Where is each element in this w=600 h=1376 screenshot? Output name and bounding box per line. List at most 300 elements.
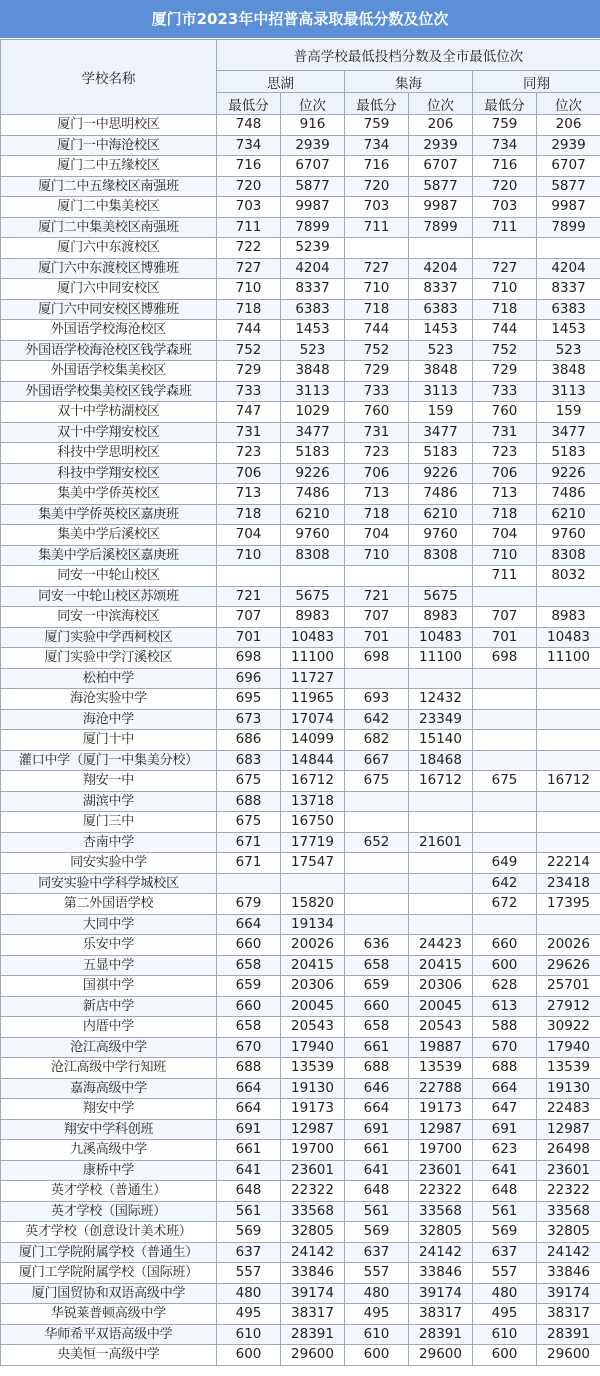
school-name-cell: 集美中学后溪校区 [1, 525, 217, 546]
school-name-cell: 国祺中学 [1, 976, 217, 997]
siming-huli-rank-cell: 6210 [281, 504, 345, 525]
siming-huli-rank-cell: 6707 [281, 156, 345, 177]
tongan-xiangan-rank-cell: 6383 [537, 299, 600, 320]
school-name-cell: 灌口中学（厦门一中集美分校） [1, 750, 217, 771]
siming-huli-rank-cell: 7899 [281, 217, 345, 238]
siming-huli-rank-cell [281, 566, 345, 587]
school-name-cell: 外国语学校集美校区 [1, 361, 217, 382]
tongan-xiangan-min-score-cell: 716 [473, 156, 537, 177]
jimei-haicang-rank-cell: 7899 [409, 217, 473, 238]
jimei-haicang-rank-cell: 20543 [409, 1017, 473, 1038]
tongan-xiangan-rank-cell: 22214 [537, 853, 600, 874]
siming-huli-min-score-cell: 561 [217, 1201, 281, 1222]
tongan-xiangan-rank-cell [537, 238, 600, 259]
jimei-haicang-rank-cell [409, 812, 473, 833]
school-name-cell: 康桥中学 [1, 1160, 217, 1181]
tongan-xiangan-min-score-cell: 707 [473, 607, 537, 628]
tongan-xiangan-rank-cell [537, 791, 600, 812]
jimei-haicang-rank-cell: 523 [409, 340, 473, 361]
jimei-haicang-rank-cell: 38317 [409, 1304, 473, 1325]
tongan-xiangan-min-score-cell: 688 [473, 1058, 537, 1079]
table-row [1, 1140, 600, 1161]
siming-huli-rank-cell: 11965 [281, 689, 345, 710]
siming-huli-min-score-cell: 495 [217, 1304, 281, 1325]
jimei-haicang-rank-cell: 1453 [409, 320, 473, 341]
jimei-haicang-min-score-cell: 561 [345, 1201, 409, 1222]
tongan-xiangan-rank-cell: 9987 [537, 197, 600, 218]
jimei-haicang-min-score-cell [345, 238, 409, 259]
jimei-haicang-rank-cell: 3113 [409, 381, 473, 402]
jimei-haicang-min-score-cell: 733 [345, 381, 409, 402]
jimei-haicang-min-score-cell: 703 [345, 197, 409, 218]
school-name-cell: 第二外国语学校 [1, 894, 217, 915]
tongan-xiangan-min-score-cell: 698 [473, 648, 537, 669]
siming-huli-min-score-cell: 711 [217, 217, 281, 238]
siming-huli-min-score-cell: 695 [217, 689, 281, 710]
jimei-haicang-min-score-cell: 727 [345, 258, 409, 279]
siming-huli-rank-cell: 916 [281, 115, 345, 136]
tongan-xiangan-min-score-cell [473, 238, 537, 259]
tongan-xiangan-rank-cell: 33846 [537, 1263, 600, 1284]
jimei-haicang-rank-cell: 39174 [409, 1283, 473, 1304]
jimei-haicang-rank-cell: 22788 [409, 1078, 473, 1099]
jimei-haicang-min-score-cell: 658 [345, 955, 409, 976]
tongan-xiangan-rank-cell [537, 832, 600, 853]
siming-huli-rank-cell: 16712 [281, 771, 345, 792]
siming-huli-rank-cell: 523 [281, 340, 345, 361]
tongan-xiangan-rank-cell [537, 812, 600, 833]
siming-huli-rank-cell: 5239 [281, 238, 345, 259]
school-name-cell: 华锐莱普顿高级中学 [1, 1304, 217, 1325]
jimei-haicang-rank-cell: 19173 [409, 1099, 473, 1120]
siming-huli-min-score-cell: 723 [217, 443, 281, 464]
jimei-haicang-rank-cell: 6210 [409, 504, 473, 525]
siming-huli-rank-cell: 19173 [281, 1099, 345, 1120]
siming-huli-rank-cell: 17719 [281, 832, 345, 853]
tongan-xiangan-rank-cell: 5183 [537, 443, 600, 464]
siming-huli-min-score-cell: 664 [217, 914, 281, 935]
tongan-xiangan-rank-cell: 9226 [537, 463, 600, 484]
jimei-haicang-rank-cell: 5675 [409, 586, 473, 607]
jimei-haicang-min-score-cell: 752 [345, 340, 409, 361]
jimei-haicang-min-score-cell [345, 791, 409, 812]
school-name-cell: 新店中学 [1, 996, 217, 1017]
jimei-haicang-rank-cell: 8308 [409, 545, 473, 566]
siming-huli-rank-cell: 3113 [281, 381, 345, 402]
jimei-haicang-min-score-cell: 480 [345, 1283, 409, 1304]
jimei-haicang-min-score-cell: 693 [345, 689, 409, 710]
jimei-haicang-min-score-cell: 652 [345, 832, 409, 853]
tongan-xiangan-min-score-cell: 711 [473, 217, 537, 238]
siming-huli-min-score-cell: 600 [217, 1345, 281, 1366]
tongan-xiangan-rank-cell: 11100 [537, 648, 600, 669]
table-row [1, 709, 600, 730]
table-row [1, 771, 600, 792]
tongan-xiangan-min-score-cell: 723 [473, 443, 537, 464]
siming-huli-min-score-cell: 707 [217, 607, 281, 628]
school-name-cell: 华师希平双语高级中学 [1, 1324, 217, 1345]
table-row [1, 812, 600, 833]
school-name-cell: 内厝中学 [1, 1017, 217, 1038]
rank-header: 位次 [281, 93, 345, 115]
table-row [1, 156, 600, 177]
jimei-haicang-min-score-cell: 691 [345, 1119, 409, 1140]
tongan-xiangan-rank-cell: 3113 [537, 381, 600, 402]
min-score-header: 最低分 [473, 93, 537, 115]
school-name-cell: 厦门二中集美校区 [1, 197, 217, 218]
tongan-xiangan-rank-cell: 24142 [537, 1242, 600, 1263]
siming-huli-min-score-cell: 720 [217, 176, 281, 197]
siming-huli-rank-cell: 12987 [281, 1119, 345, 1140]
jimei-haicang-rank-cell: 6707 [409, 156, 473, 177]
jimei-haicang-min-score-cell: 658 [345, 1017, 409, 1038]
school-name-cell: 大同中学 [1, 914, 217, 935]
school-name-cell: 厦门工学院附属学校（普通生） [1, 1242, 217, 1263]
school-name-cell: 沧江高级中学 [1, 1037, 217, 1058]
tongan-xiangan-min-score-cell [473, 668, 537, 689]
siming-huli-min-score-cell: 734 [217, 135, 281, 156]
siming-huli-min-score-cell: 710 [217, 279, 281, 300]
tongan-xiangan-rank-cell: 29600 [537, 1345, 600, 1366]
table-row [1, 586, 600, 607]
siming-huli-rank-cell: 9760 [281, 525, 345, 546]
siming-huli-min-score-cell: 752 [217, 340, 281, 361]
siming-huli-rank-cell: 19134 [281, 914, 345, 935]
table-row [1, 648, 600, 669]
tongan-xiangan-rank-cell: 8032 [537, 566, 600, 587]
tongan-xiangan-min-score-cell: 744 [473, 320, 537, 341]
school-name-cell: 同安一中轮山校区苏颂班 [1, 586, 217, 607]
school-name-cell: 厦门六中东渡校区 [1, 238, 217, 259]
tongan-xiangan-rank-cell: 13539 [537, 1058, 600, 1079]
school-name-cell: 厦门二中五缘校区南强班 [1, 176, 217, 197]
school-name-cell: 同安一中滨海校区 [1, 607, 217, 628]
table-row [1, 976, 600, 997]
school-name-cell: 科技中学翔安校区 [1, 463, 217, 484]
jimei-haicang-min-score-cell: 660 [345, 996, 409, 1017]
siming-huli-rank-cell: 14844 [281, 750, 345, 771]
jimei-haicang-rank-cell: 9226 [409, 463, 473, 484]
school-name-cell: 九溪高级中学 [1, 1140, 217, 1161]
jimei-haicang-rank-cell: 15140 [409, 730, 473, 751]
jimei-haicang-min-score-cell: 646 [345, 1078, 409, 1099]
tongan-xiangan-min-score-cell: 759 [473, 115, 537, 136]
siming-huli-min-score-cell: 670 [217, 1037, 281, 1058]
jimei-haicang-rank-cell: 33568 [409, 1201, 473, 1222]
tongan-xiangan-min-score-cell: 710 [473, 545, 537, 566]
tongan-xiangan-min-score-cell [473, 791, 537, 812]
table-row [1, 176, 600, 197]
siming-huli-min-score-cell: 703 [217, 197, 281, 218]
rank-header: 位次 [409, 93, 473, 115]
tongan-xiangan-min-score-cell: 729 [473, 361, 537, 382]
siming-huli-min-score-cell: 696 [217, 668, 281, 689]
school-name-cell: 厦门六中同安校区 [1, 279, 217, 300]
siming-huli-rank-cell: 24142 [281, 1242, 345, 1263]
siming-huli-rank-cell: 11727 [281, 668, 345, 689]
tongan-xiangan-rank-cell: 1453 [537, 320, 600, 341]
tongan-xiangan-rank-cell: 17940 [537, 1037, 600, 1058]
siming-huli-rank-cell: 17940 [281, 1037, 345, 1058]
tongan-xiangan-min-score-cell: 569 [473, 1222, 537, 1243]
table-row [1, 1099, 600, 1120]
jimei-haicang-min-score-cell: 648 [345, 1181, 409, 1202]
tongan-xiangan-rank-cell: 23601 [537, 1160, 600, 1181]
tongan-xiangan-rank-cell: 27912 [537, 996, 600, 1017]
school-name-cell: 厦门三中 [1, 812, 217, 833]
jimei-haicang-min-score-cell: 569 [345, 1222, 409, 1243]
siming-huli-min-score-cell: 733 [217, 381, 281, 402]
school-name-cell: 厦门一中思明校区 [1, 115, 217, 136]
siming-huli-rank-cell: 20415 [281, 955, 345, 976]
jimei-haicang-rank-cell: 5183 [409, 443, 473, 464]
school-name-cell: 松柏中学 [1, 668, 217, 689]
siming-huli-min-score-cell: 716 [217, 156, 281, 177]
siming-huli-rank-cell: 9987 [281, 197, 345, 218]
siming-huli-rank-cell [281, 873, 345, 894]
siming-huli-rank-cell: 19700 [281, 1140, 345, 1161]
jimei-haicang-rank-cell [409, 853, 473, 874]
siming-huli-rank-cell: 5877 [281, 176, 345, 197]
table-row [1, 340, 600, 361]
table-row [1, 689, 600, 710]
jimei-haicang-rank-cell: 19700 [409, 1140, 473, 1161]
jimei-haicang-rank-cell [409, 914, 473, 935]
tongan-xiangan-rank-cell: 16712 [537, 771, 600, 792]
school-name-cell: 厦门国贸协和双语高级中学 [1, 1283, 217, 1304]
tongan-xiangan-min-score-cell [473, 730, 537, 751]
siming-huli-min-score-cell: 671 [217, 832, 281, 853]
tongan-xiangan-min-score-cell: 760 [473, 402, 537, 423]
school-name-cell: 外国语学校海沧校区 [1, 320, 217, 341]
jimei-haicang-min-score-cell: 716 [345, 156, 409, 177]
table-row [1, 484, 600, 505]
tongan-xiangan-min-score-cell: 649 [473, 853, 537, 874]
siming-huli-rank-cell: 33846 [281, 1263, 345, 1284]
tongan-xiangan-min-score-cell [473, 586, 537, 607]
jimei-haicang-min-score-cell: 664 [345, 1099, 409, 1120]
table-header [1, 40, 600, 115]
school-name-cell: 科技中学思明校区 [1, 443, 217, 464]
jimei-haicang-min-score-cell: 704 [345, 525, 409, 546]
tongan-xiangan-rank-cell [537, 750, 600, 771]
siming-huli-min-score-cell: 641 [217, 1160, 281, 1181]
school-name-cell: 英才学校（国际班） [1, 1201, 217, 1222]
jimei-haicang-rank-cell [409, 238, 473, 259]
table-row [1, 463, 600, 484]
school-name-cell: 厦门十中 [1, 730, 217, 751]
tongan-xiangan-rank-cell: 3477 [537, 422, 600, 443]
tongan-xiangan-min-score-cell: 600 [473, 955, 537, 976]
jimei-haicang-min-score-cell: 729 [345, 361, 409, 382]
tongan-xiangan-min-score-cell [473, 750, 537, 771]
tongan-xiangan-min-score-cell: 727 [473, 258, 537, 279]
tongan-xiangan-min-score-cell: 706 [473, 463, 537, 484]
tongan-xiangan-min-score-cell: 711 [473, 566, 537, 587]
table-row [1, 545, 600, 566]
table-body [1, 115, 600, 1366]
jimei-haicang-rank-cell: 7486 [409, 484, 473, 505]
jimei-haicang-min-score-cell: 721 [345, 586, 409, 607]
jimei-haicang-min-score-cell: 718 [345, 299, 409, 320]
school-name-cell: 厦门一中海沧校区 [1, 135, 217, 156]
jimei-haicang-rank-cell: 19887 [409, 1037, 473, 1058]
jimei-haicang-min-score-cell: 600 [345, 1345, 409, 1366]
school-name-cell: 厦门六中同安校区博雅班 [1, 299, 217, 320]
jimei-haicang-min-score-cell: 661 [345, 1037, 409, 1058]
table-row [1, 914, 600, 935]
jimei-haicang-min-score-cell: 759 [345, 115, 409, 136]
siming-huli-min-score-cell: 698 [217, 648, 281, 669]
jimei-haicang-rank-cell: 5877 [409, 176, 473, 197]
table-row [1, 750, 600, 771]
siming-huli-min-score-cell: 569 [217, 1222, 281, 1243]
siming-huli-min-score-cell: 722 [217, 238, 281, 259]
jimei-haicang-min-score-cell: 667 [345, 750, 409, 771]
table-row [1, 402, 600, 423]
siming-huli-min-score-cell: 660 [217, 996, 281, 1017]
jimei-haicang-rank-cell: 24423 [409, 935, 473, 956]
tongan-xiangan-min-score-cell: 480 [473, 1283, 537, 1304]
jimei-haicang-rank-cell: 11100 [409, 648, 473, 669]
jimei-haicang-rank-cell [409, 566, 473, 587]
table-row [1, 853, 600, 874]
tongan-xiangan-rank-cell: 32805 [537, 1222, 600, 1243]
table-row [1, 566, 600, 587]
table-row [1, 115, 600, 136]
table-row [1, 320, 600, 341]
tongan-xiangan-min-score-cell: 648 [473, 1181, 537, 1202]
tongan-xiangan-rank-cell: 30922 [537, 1017, 600, 1038]
jimei-haicang-min-score-cell: 610 [345, 1324, 409, 1345]
jimei-haicang-min-score-cell [345, 894, 409, 915]
table-row [1, 443, 600, 464]
tongan-xiangan-min-score-cell: 642 [473, 873, 537, 894]
tongan-xiangan-rank-cell: 9760 [537, 525, 600, 546]
siming-huli-rank-cell: 38317 [281, 1304, 345, 1325]
school-name-cell: 集美中学后溪校区嘉庚班 [1, 545, 217, 566]
siming-huli-min-score-cell [217, 873, 281, 894]
tongan-xiangan-min-score-cell: 701 [473, 627, 537, 648]
tongan-xiangan-min-score-cell: 670 [473, 1037, 537, 1058]
table-row [1, 1304, 600, 1325]
siming-huli-min-score-cell: 727 [217, 258, 281, 279]
jimei-haicang-rank-cell [409, 894, 473, 915]
tongan-xiangan-min-score-cell: 675 [473, 771, 537, 792]
siming-huli-min-score-cell: 660 [217, 935, 281, 956]
tongan-xiangan-rank-cell: 10483 [537, 627, 600, 648]
tongan-xiangan-rank-cell: 8983 [537, 607, 600, 628]
school-name-cell: 双十中学翔安校区 [1, 422, 217, 443]
siming-huli-min-score-cell: 691 [217, 1119, 281, 1140]
jimei-haicang-min-score-cell: 675 [345, 771, 409, 792]
jimei-haicang-rank-cell: 9760 [409, 525, 473, 546]
tongan-xiangan-min-score-cell: 660 [473, 935, 537, 956]
siming-huli-min-score-cell: 688 [217, 791, 281, 812]
jimei-haicang-rank-cell: 9987 [409, 197, 473, 218]
table-row [1, 197, 600, 218]
jimei-haicang-rank-cell: 21601 [409, 832, 473, 853]
siming-huli-rank-cell: 32805 [281, 1222, 345, 1243]
tongan-xiangan-rank-cell: 7486 [537, 484, 600, 505]
tongan-xiangan-rank-cell [537, 586, 600, 607]
siming-huli-rank-cell: 13539 [281, 1058, 345, 1079]
jimei-haicang-rank-cell: 13539 [409, 1058, 473, 1079]
siming-huli-rank-cell: 4204 [281, 258, 345, 279]
table-row [1, 955, 600, 976]
jimei-haicang-min-score-cell [345, 873, 409, 894]
siming-huli-min-score-cell: 671 [217, 853, 281, 874]
tongan-xiangan-rank-cell: 8308 [537, 545, 600, 566]
tongan-xiangan-rank-cell: 6707 [537, 156, 600, 177]
siming-huli-rank-cell: 17074 [281, 709, 345, 730]
school-name-cell: 厦门实验中学汀溪校区 [1, 648, 217, 669]
jimei-haicang-min-score-cell [345, 853, 409, 874]
jimei-haicang-rank-cell: 6383 [409, 299, 473, 320]
table-row [1, 1160, 600, 1181]
tongan-xiangan-min-score-cell [473, 812, 537, 833]
tongan-xiangan-rank-cell: 25701 [537, 976, 600, 997]
school-name-cell: 翔安中学科创班 [1, 1119, 217, 1140]
school-name-cell: 厦门二中集美校区南强班 [1, 217, 217, 238]
siming-huli-min-score-cell: 744 [217, 320, 281, 341]
siming-huli-rank-cell: 2939 [281, 135, 345, 156]
siming-huli-min-score-cell: 729 [217, 361, 281, 382]
siming-huli-rank-cell: 1453 [281, 320, 345, 341]
tongan-xiangan-min-score-cell [473, 709, 537, 730]
table-row [1, 1181, 600, 1202]
siming-huli-rank-cell: 16750 [281, 812, 345, 833]
siming-huli-min-score-cell: 731 [217, 422, 281, 443]
tongan-xiangan-min-score-cell: 704 [473, 525, 537, 546]
tongan-xiangan-rank-cell: 3848 [537, 361, 600, 382]
jimei-haicang-min-score-cell: 642 [345, 709, 409, 730]
table-row [1, 279, 600, 300]
jimei-haicang-min-score-cell: 707 [345, 607, 409, 628]
siming-huli-rank-cell: 14099 [281, 730, 345, 751]
siming-huli-min-score-cell: 706 [217, 463, 281, 484]
table-row [1, 1078, 600, 1099]
jimei-haicang-min-score-cell: 710 [345, 545, 409, 566]
jimei-haicang-min-score-cell: 706 [345, 463, 409, 484]
tongan-xiangan-min-score-cell: 720 [473, 176, 537, 197]
tongan-xiangan-rank-cell: 39174 [537, 1283, 600, 1304]
siming-huli-min-score-cell: 686 [217, 730, 281, 751]
jimei-haicang-min-score-cell: 641 [345, 1160, 409, 1181]
jimei-haicang-min-score-cell: 731 [345, 422, 409, 443]
jimei-haicang-min-score-cell: 723 [345, 443, 409, 464]
siming-huli-rank-cell: 3848 [281, 361, 345, 382]
school-name-cell: 英才学校（创意设计美术班） [1, 1222, 217, 1243]
jimei-haicang-rank-cell: 159 [409, 402, 473, 423]
jimei-haicang-rank-cell: 12432 [409, 689, 473, 710]
siming-huli-min-score-cell: 480 [217, 1283, 281, 1304]
district-header-jimei-haicang: 集海 [345, 71, 473, 93]
siming-huli-rank-cell: 20045 [281, 996, 345, 1017]
jimei-haicang-min-score-cell: 557 [345, 1263, 409, 1284]
siming-huli-rank-cell: 5183 [281, 443, 345, 464]
district-header-siming-huli: 思湖 [217, 71, 345, 93]
table-row [1, 361, 600, 382]
tongan-xiangan-rank-cell: 17395 [537, 894, 600, 915]
page-title: 厦门市2023年中招普高录取最低分数及位次 [0, 0, 600, 39]
jimei-haicang-min-score-cell: 710 [345, 279, 409, 300]
jimei-haicang-rank-cell: 28391 [409, 1324, 473, 1345]
table-row [1, 381, 600, 402]
siming-huli-min-score-cell: 664 [217, 1078, 281, 1099]
school-name-cell: 厦门工学院附属学校（国际班） [1, 1263, 217, 1284]
tongan-xiangan-rank-cell: 22322 [537, 1181, 600, 1202]
